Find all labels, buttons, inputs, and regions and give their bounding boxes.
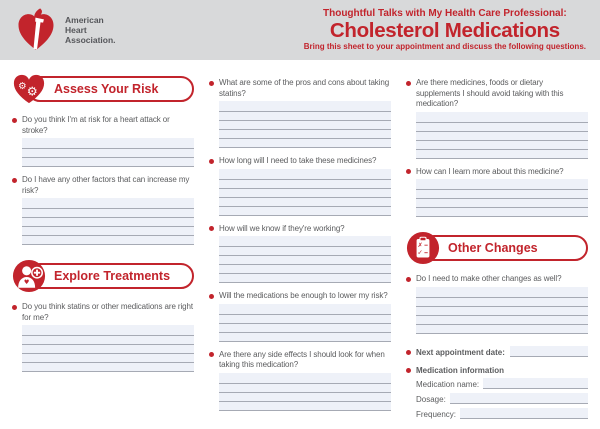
svg-text:⚙: ⚙ — [26, 84, 38, 99]
answer-line[interactable] — [219, 139, 391, 148]
question-text: Do I have any other factors that can increase my risk? — [22, 175, 190, 195]
frequency-row — [416, 408, 588, 419]
aha-logo — [16, 7, 116, 53]
answer-line[interactable] — [219, 171, 391, 180]
question-block — [12, 115, 194, 167]
page-subtitle: Bring this sheet to your appointment and discuss the following questions. — [303, 41, 586, 51]
header — [0, 0, 600, 60]
question-text: Do you think statins or other medications are right for me? — [22, 302, 193, 322]
question-text: How can I learn more about this medicine? — [416, 166, 564, 176]
question-block — [209, 224, 391, 284]
answer-area[interactable] — [22, 198, 194, 245]
answer-line[interactable] — [219, 265, 391, 274]
content-columns — [0, 60, 600, 429]
bullet-icon — [12, 178, 17, 183]
svg-text:✓: ✓ — [417, 248, 423, 257]
answer-line[interactable] — [416, 289, 588, 298]
answer-line[interactable] — [219, 256, 391, 265]
dosage-label: Dosage: — [416, 394, 446, 404]
answer-line[interactable] — [219, 207, 391, 216]
answer-line[interactable] — [219, 306, 391, 315]
question-text: Are there any side effects I should look for when taking this medication? — [219, 349, 385, 370]
answer-line[interactable] — [22, 336, 194, 345]
answer-line[interactable] — [219, 402, 391, 411]
answer-line[interactable] — [219, 121, 391, 130]
question-block — [12, 175, 194, 245]
question-text: Will the medications be enough to lower my risk? — [219, 291, 388, 301]
answer-line[interactable] — [416, 150, 588, 159]
answer-area[interactable] — [219, 101, 391, 148]
bullet-icon — [12, 118, 17, 123]
bullet-icon — [209, 294, 214, 299]
question-text: What are some of the pros and cons about taking statins? — [219, 78, 390, 98]
dosage-blank[interactable] — [450, 393, 588, 404]
logo-text: American Heart Association. — [65, 14, 116, 45]
answer-line[interactable] — [416, 132, 588, 141]
answer-line[interactable] — [22, 345, 194, 354]
question-text: Do you think I'm at risk for a heart attack or stroke? — [22, 115, 170, 135]
pretitle: Thoughtful Talks with My Health Care Professional: — [323, 8, 567, 20]
question-block — [209, 156, 391, 216]
bullet-icon — [209, 81, 214, 86]
frequency-blank[interactable] — [460, 408, 588, 419]
answer-line[interactable] — [219, 333, 391, 342]
answer-line[interactable] — [219, 393, 391, 402]
medication-info-heading-row — [406, 366, 588, 375]
question-block — [406, 274, 588, 334]
question-block — [209, 291, 391, 342]
section-title: Explore Treatments — [27, 263, 194, 289]
answer-line[interactable] — [22, 209, 194, 218]
answer-line[interactable] — [219, 112, 391, 121]
answer-line[interactable] — [416, 190, 588, 199]
heart-gears-icon — [12, 72, 46, 106]
answer-line[interactable] — [22, 158, 194, 167]
section-title: Assess Your Risk — [27, 76, 194, 102]
answer-area[interactable] — [219, 304, 391, 342]
answer-line[interactable] — [219, 189, 391, 198]
bullet-icon — [406, 81, 411, 86]
appointment-date-row — [406, 346, 588, 357]
medication-name-row — [416, 378, 588, 389]
answer-line[interactable] — [219, 130, 391, 139]
bullet-icon — [406, 368, 411, 373]
answer-area[interactable] — [219, 236, 391, 283]
bullet-icon — [406, 169, 411, 174]
answer-area[interactable] — [416, 287, 588, 334]
answer-line[interactable] — [219, 384, 391, 393]
answer-line[interactable] — [22, 327, 194, 336]
bullet-icon — [406, 350, 411, 355]
dosage-row — [416, 393, 588, 404]
bullet-icon — [209, 159, 214, 164]
bullet-icon — [12, 305, 17, 310]
answer-line[interactable] — [416, 298, 588, 307]
answer-line[interactable] — [416, 123, 588, 132]
clipboard-icon — [406, 231, 440, 265]
person-plus-icon — [12, 259, 46, 293]
answer-line[interactable] — [416, 181, 588, 190]
answer-area[interactable] — [219, 169, 391, 216]
question-text: How long will I need to take these medicines? — [219, 156, 377, 166]
column-left — [12, 70, 194, 423]
answer-line[interactable] — [219, 247, 391, 256]
appointment-date-blank[interactable] — [510, 346, 588, 357]
svg-text:✗: ✗ — [417, 242, 423, 250]
question-block — [209, 78, 391, 148]
answer-line[interactable] — [22, 354, 194, 363]
question-block — [406, 167, 588, 218]
question-text: Are there medicines, foods or dietary supplements I should avoid taking with this medication? — [416, 78, 564, 109]
answer-line[interactable] — [22, 218, 194, 227]
bullet-icon — [406, 277, 411, 282]
answer-line[interactable] — [416, 208, 588, 217]
question-block — [12, 302, 194, 372]
section-title: Other Changes — [421, 235, 588, 261]
answer-area[interactable] — [22, 138, 194, 167]
question-block — [406, 78, 588, 159]
answer-area[interactable] — [416, 179, 588, 217]
svg-text:⚙: ⚙ — [18, 81, 27, 93]
answer-line[interactable] — [219, 375, 391, 384]
svg-text:♥: ♥ — [23, 279, 30, 287]
answer-line[interactable] — [219, 274, 391, 283]
page-title: Cholesterol Medications — [329, 18, 560, 42]
answer-line[interactable] — [22, 140, 194, 149]
medication-name-label: Medication name: — [416, 379, 480, 389]
answer-line[interactable] — [416, 316, 588, 325]
bullet-icon — [209, 352, 214, 357]
section-explore-treatments — [12, 259, 194, 293]
appointment-date-label: Next appointment date: — [416, 347, 505, 357]
medication-name-blank[interactable] — [483, 378, 588, 389]
medication-fields — [416, 378, 588, 419]
answer-line[interactable] — [22, 227, 194, 236]
heart-torch-icon — [16, 7, 56, 53]
bullet-icon — [209, 226, 214, 231]
answer-line[interactable] — [22, 149, 194, 158]
answer-line[interactable] — [219, 324, 391, 333]
medication-info-heading: Medication information — [416, 365, 504, 375]
question-block — [209, 350, 391, 411]
answer-line[interactable] — [219, 198, 391, 207]
answer-line[interactable] — [416, 307, 588, 316]
section-assess-your-risk — [12, 72, 194, 106]
answer-line[interactable] — [416, 141, 588, 150]
answer-line[interactable] — [219, 103, 391, 112]
answer-line[interactable] — [219, 180, 391, 189]
column-middle — [209, 70, 391, 423]
answer-area[interactable] — [22, 325, 194, 372]
answer-line[interactable] — [22, 363, 194, 372]
answer-area[interactable] — [219, 373, 391, 411]
answer-line[interactable] — [219, 315, 391, 324]
answer-line[interactable] — [416, 199, 588, 208]
answer-line[interactable] — [219, 238, 391, 247]
answer-line[interactable] — [416, 114, 588, 123]
column-right — [406, 70, 588, 423]
answer-line[interactable] — [416, 325, 588, 334]
frequency-label: Frequency: — [416, 409, 457, 419]
answer-area[interactable] — [416, 112, 588, 159]
question-text: Do I need to make other changes as well? — [416, 274, 562, 284]
answer-line[interactable] — [22, 200, 194, 209]
header-titles — [304, 8, 588, 51]
answer-line[interactable] — [22, 236, 194, 245]
question-text: How will we know if they're working? — [219, 223, 345, 233]
section-other-changes — [406, 231, 588, 265]
